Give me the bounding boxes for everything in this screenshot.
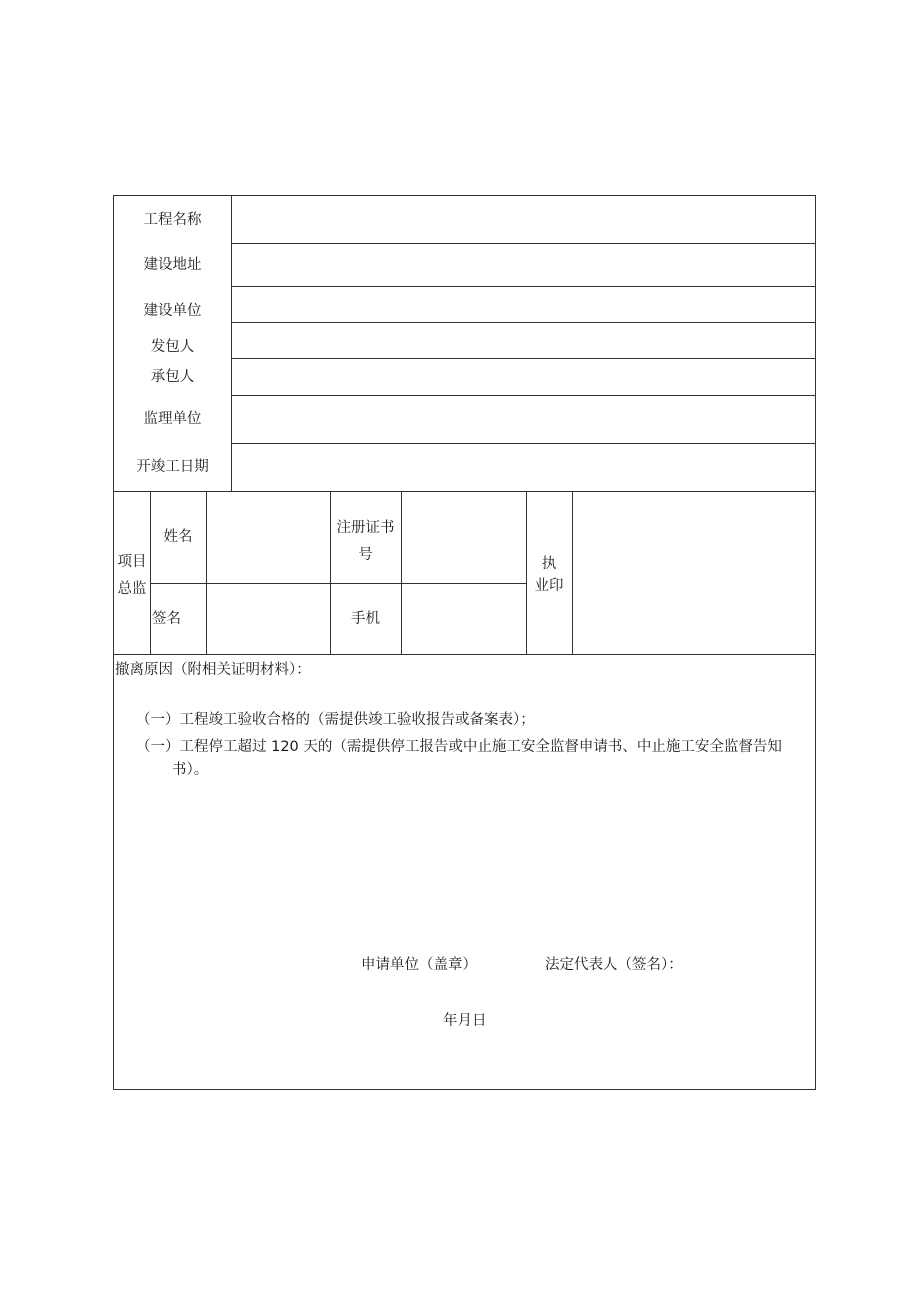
row-divider (232, 358, 816, 359)
practice-seal-label-line1: 执 (541, 556, 557, 572)
field-label-construction-unit: 建设单位 (143, 303, 202, 319)
col-divider (572, 491, 573, 654)
supervisor-phone-label: 手机 (351, 611, 380, 627)
reason-item-suspended-continuation: 书）。 (172, 762, 209, 778)
withdrawal-reason-heading: 撤离原因（附相关证明材料）： (115, 662, 311, 678)
field-label-supervision-unit: 监理单位 (143, 411, 202, 427)
reason-item-suspended-over-120-days: （一）工程停工超过 120 天的（需提供停工报告或中止施工安全监督申请书、中止施工安全监督告知 (136, 739, 782, 755)
col-divider (330, 491, 331, 654)
col-divider (401, 491, 402, 654)
supervisor-signature-label: 签名 (152, 611, 181, 627)
row-divider (114, 654, 816, 655)
application-date: 年月日 (443, 1013, 487, 1029)
row-divider (232, 243, 816, 244)
field-label-project-name: 工程名称 (143, 212, 202, 228)
supervisor-group-label-line1: 项目 (117, 554, 147, 570)
reason-item-completion-accepted: （一）工程竣工验收合格的（需提供竣工验收报告或备案表）； (136, 712, 535, 728)
row-divider (114, 491, 816, 492)
row-divider (232, 395, 816, 396)
cert-number-label-line2: 号 (358, 547, 373, 563)
row-divider (232, 286, 816, 287)
supervisor-name-label: 姓名 (163, 529, 193, 545)
field-label-site-address: 建设地址 (143, 257, 202, 273)
cert-number-label-line1: 注册证书 (336, 520, 395, 536)
field-label-contractor: 承包人 (150, 369, 195, 385)
withdrawal-application-form (113, 195, 816, 1090)
practice-seal-label-line2: 业印 (534, 578, 564, 594)
label-column-divider (231, 196, 232, 491)
field-label-start-completion-date: 开竣工日期 (136, 459, 209, 475)
col-divider (150, 491, 151, 654)
field-label-employer: 发包人 (150, 339, 195, 355)
legal-representative-signature: 法定代表人（签名）： (545, 957, 683, 973)
row-divider (232, 322, 816, 323)
col-divider (206, 491, 207, 654)
supervisor-group-label-line2: 总监 (117, 581, 147, 597)
applicant-unit-seal: 申请单位（盖章） (361, 957, 477, 973)
row-divider (232, 443, 816, 444)
